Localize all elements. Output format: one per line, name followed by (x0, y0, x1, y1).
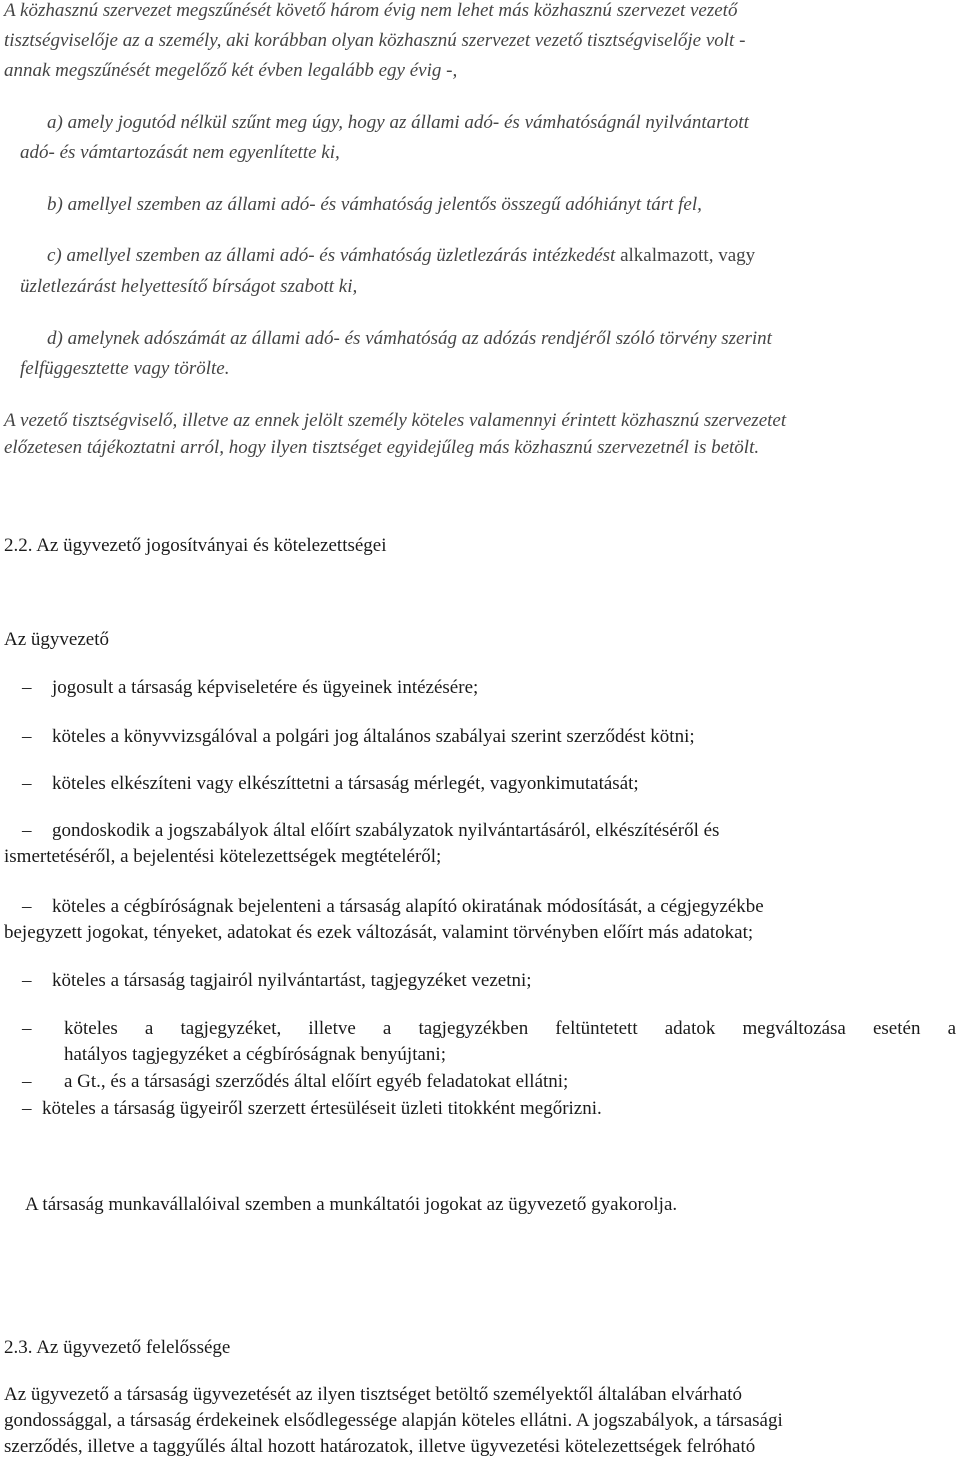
dash-bullet (22, 1098, 42, 1120)
list-item-hanging-line-2: hatályos tagjegyzéket a cégbíróságnak benyújtani; (64, 1044, 446, 1065)
dash-bullet-hanging (22, 1018, 52, 1040)
list-item-hanging: a Gt., és a társasági szerződés által előírt egyéb feladatokat ellátni; (64, 1071, 569, 1092)
section-23-line-1: Az ügyvezető a társaság ügyvezetését az ilyen tisztséget betöltő személyektől általában elvárható (4, 1384, 743, 1405)
notice-line-1: A vezető tisztségviselő, illetve az ennek jelölt személy köteles valamennyi érintett közhasznú szervezetet (4, 410, 787, 431)
list-item-hanging-line-1: köteles a tagjegyzéket, illetve a tagjegyzékben feltüntetett adatok megváltozása esetén a (64, 1018, 956, 1039)
employer-rights-paragraph: A társaság munkavállalóival szemben a munkáltatói jogokat az ügyvezető gyakorolja. (25, 1194, 678, 1215)
dash-bullet (22, 773, 52, 795)
section-23-heading: 2.3. Az ügyvezető felelőssége (4, 1337, 231, 1358)
list-item: –jogosult a társaság képviseletére és ügyeinek intézésére; (22, 677, 478, 699)
list-item: –köteles a könyvvizsgálóval a polgári jog általános szabályai szerint szerződést kötni; (22, 726, 695, 748)
section-23-line-2: gondossággal, a társaság érdekeinek elsődlegessége alapján köteles ellátni. A jogszabályok, a társasági (4, 1410, 783, 1431)
dash-bullet (22, 677, 52, 699)
item-c-line-1 (47, 245, 755, 267)
section-22-heading: 2.2. Az ügyvezető jogosítványai és kötelezettségei (4, 535, 387, 556)
list-item: –gondoskodik a jogszabályok által előírt szabályzatok nyilvántartásáról, elkészítéséről és (22, 820, 719, 842)
item-a-line-2: adó- és vámtartozását nem egyenlítette ki, (20, 142, 340, 163)
list-item: –köteles a társaság ügyeiről szerzett értesüléseit üzleti titokként megőrizni. (22, 1098, 602, 1120)
list-item-continuation: bejegyzett jogokat, tényeket, adatokat és ezek változását, valamint törvényben előírt más adatokat; (4, 922, 754, 943)
list-item: –köteles elkészíteni vagy elkészíttetni a társaság mérlegét, vagyonkimutatását; (22, 773, 639, 795)
dash-bullet (22, 970, 52, 992)
item-d-line-1: d) amelynek adószámát az állami adó- és vámhatóság az adózás rendjéről szóló törvény szerint (47, 328, 772, 349)
notice-line-2: előzetesen tájékoztatni arról, hogy ilyen tisztséget egyidejűleg más közhasznú szervezetnél is betölt. (4, 437, 760, 458)
intro-line-1: A közhasznú szervezet megszűnését követő három évig nem lehet más közhasznú szervezet vezető (4, 0, 738, 21)
item-c-line-2: üzletlezárást helyettesítő bírságot szabott ki, (20, 276, 358, 297)
dash-bullet-hanging (22, 1071, 52, 1093)
dash-bullet (22, 726, 52, 748)
item-b-line-1: b) amellyel szemben az állami adó- és vámhatóság jelentős összegű adóhiányt tárt fel, (47, 194, 702, 215)
dash-bullet (22, 820, 52, 842)
section-23-line-3: szerződés, illetve a taggyűlés által hozott határozatok, illetve ügyvezetési kötelezettségek felróható (4, 1436, 756, 1457)
item-d-line-2: felfüggesztette vagy törölte. (20, 358, 230, 379)
list-item-continuation: ismertetéséről, a bejelentési kötelezettségek megtételéről; (4, 846, 442, 867)
section-22-intro: Az ügyvezető (4, 629, 109, 650)
item-c-plain-part: alkalmazott, vagy (615, 245, 756, 266)
list-item: –köteles a társaság tagjairól nyilvántartást, tagjegyzéket vezetni; (22, 970, 532, 992)
intro-line-2: tisztségviselője az a személy, aki korábban olyan közhasznú szervezet vezető tisztségviselője volt - (4, 30, 746, 51)
list-item: –köteles a cégbíróságnak bejelenteni a társaság alapító okiratának módosítását, a cégjegyzékbe (22, 896, 764, 918)
intro-line-3: annak megszűnését megelőző két évben legalább egy évig -, (4, 60, 458, 81)
item-c-italic-part: c) amellyel szemben az állami adó- és vámhatóság üzletlezárás intézkedést (47, 245, 616, 266)
dash-bullet (22, 896, 52, 918)
item-a-line-1: a) amely jogutód nélkül szűnt meg úgy, hogy az állami adó- és vámhatóságnál nyilvántartott (47, 112, 749, 133)
